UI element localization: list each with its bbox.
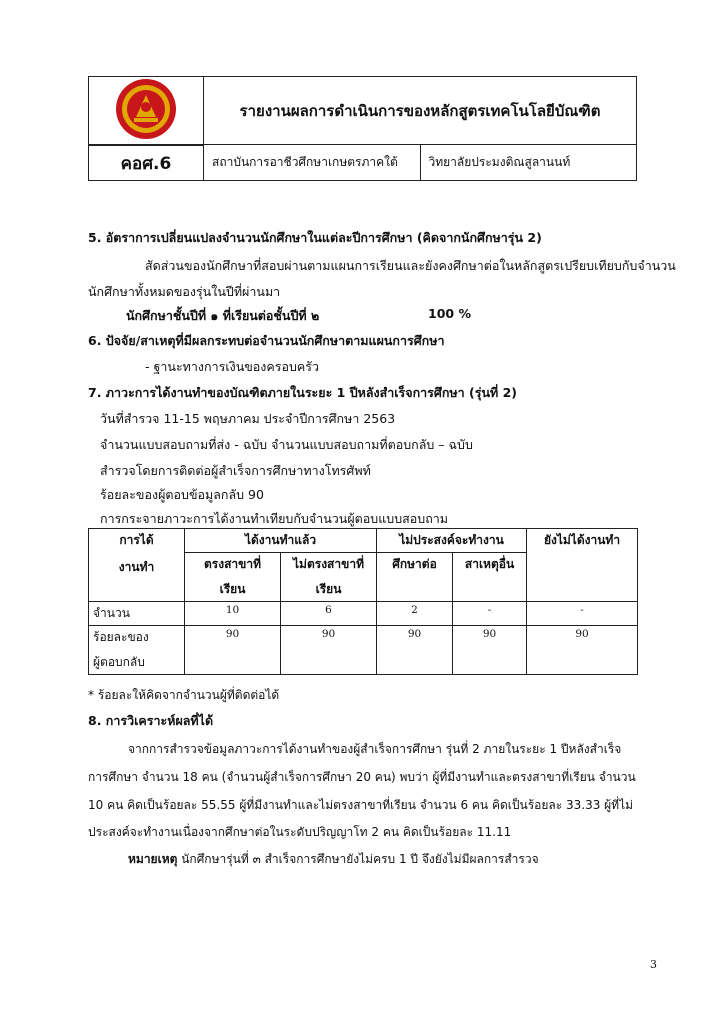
form-code: คอศ.6 <box>89 146 204 181</box>
table-row-count <box>89 602 638 626</box>
distribution-caption: การกระจายภาวะการได้งานทำเทียบกับจำนวนผู้ตอบแบบสอบถาม <box>100 511 449 526</box>
cell-count-other: - <box>453 602 527 626</box>
section5-rate-label: นักศึกษาชั้นปีที่ ๑ ที่เรียนต่อชั้นปีที่ ๒ <box>126 308 320 323</box>
cell-pct-other: 90 <box>453 626 527 675</box>
section8-note <box>128 850 539 869</box>
section5-heading: 5. อัตราการเปลี่ยนแปลงจำนวนนักศึกษาในแต่ละปีการศึกษา (คิดจากนักศึกษารุ่น 2) <box>88 230 542 245</box>
logo-cell <box>89 77 204 145</box>
subheader-further-study: ศึกษาต่อ <box>377 553 453 602</box>
cell-pct-nonmatching: 90 <box>281 626 377 675</box>
header-employment-line2: งานทำ <box>118 560 155 574</box>
note-label: หมายเหตุ <box>128 852 178 866</box>
cell-count-matching: 10 <box>185 602 281 626</box>
survey-method: สำรวจโดยการติดต่อผู้สำเร็จการศึกษาทางโทรศัพท์ <box>100 463 371 478</box>
document-header <box>88 76 637 181</box>
subheader-matching-field <box>185 553 281 602</box>
table-footnote: * ร้อยละให้คิดจากจำนวนผู้ที่ติดต่อได้ <box>88 688 280 702</box>
header-unemployed: ยังไม่ได้งานทำ <box>527 529 638 602</box>
row-label-count: จำนวน <box>89 602 185 626</box>
header-employment-line1: การได้ <box>119 533 154 547</box>
subheader-matching-line1: ตรงสาขาที่ <box>203 557 261 571</box>
college-name: วิทยาลัยประมงติณสูลานนท์ <box>420 145 637 181</box>
cell-count-study: 2 <box>377 602 453 626</box>
section6-heading: 6. ปัจจัย/สาเหตุที่มีผลกระทบต่อจำนวนนักศึกษาตามแผนการศึกษา <box>88 333 445 348</box>
note-text: นักศึกษารุ่นที่ ๓ สำเร็จการศึกษายังไม่ครบ 1 ปี จึงยังไม่มีผลการสำรวจ <box>177 852 539 866</box>
section8-line4: ประสงค์จะทำงานเนื่องจากศึกษาต่อในระดับปริญญาโท 2 คน คิดเป็นร้อยละ 11.11 <box>88 825 512 839</box>
page-number: 3 <box>650 958 657 971</box>
subheader-nonmatching-field <box>281 553 377 602</box>
table-row-percent <box>89 626 638 675</box>
report-title: รายงานผลการดำเนินการของหลักสูตรเทคโนโลยีบัณฑิต <box>204 77 637 145</box>
section8-line2: การศึกษา จำนวน 18 คน (จำนวนผู้สำเร็จการศึกษา 20 คน) พบว่า ผู้ที่มีงานทำและตรงสาขาที่เรียน จำนวน <box>88 770 636 784</box>
row-label-percent-line2: ผู้ตอบกลับ <box>93 655 145 669</box>
college-emblem-logo <box>114 77 178 141</box>
section5-rate-value: 100 % <box>428 306 471 321</box>
section8-line1: จากการสำรวจข้อมูลภาวะการได้งานทำของผู้สำเร็จการศึกษา รุ่นที่ 2 ภายในระยะ 1 ปีหลังสำเร็จ <box>128 742 622 756</box>
subheader-other-reason: สาเหตุอื่น <box>453 553 527 602</box>
response-rate: ร้อยละของผู้ตอบข้อมูลกลับ 90 <box>100 487 264 502</box>
section6-item: - ฐานะทางการเงินของครอบครัว <box>145 359 320 374</box>
section8-line3: 10 คน คิดเป็นร้อยละ 55.55 ผู้ที่มีงานทำและไม่ตรงสาขาที่เรียน จำนวน 6 คน คิดเป็นร้อยละ 33.33 ผู้ที่ไม่ <box>88 798 634 812</box>
subheader-nonmatching-line2: เรียน <box>315 582 342 596</box>
cell-pct-study: 90 <box>377 626 453 675</box>
header-employment <box>89 529 185 602</box>
row-label-percent <box>89 626 185 675</box>
institute-name: สถาบันการอาชีวศึกษาเกษตรภาคใต้ <box>204 145 421 181</box>
subheader-nonmatching-line1: ไม่ตรงสาขาที่ <box>293 557 364 571</box>
header-not-wanting-work: ไม่ประสงค์จะทำงาน <box>377 529 527 553</box>
cell-count-nonmatching: 6 <box>281 602 377 626</box>
row-label-percent-line1: ร้อยละของ <box>93 630 149 644</box>
header-employed: ได้งานทำแล้ว <box>185 529 377 553</box>
section5-paragraph-line2: นักศึกษาทั้งหมดของรุ่นในปีที่ผ่านมา <box>88 284 281 299</box>
section8-heading: 8. การวิเคราะห์ผลที่ได้ <box>88 713 214 728</box>
subheader-matching-line2: เรียน <box>219 582 246 596</box>
cell-count-unemployed: - <box>527 602 638 626</box>
survey-date: วันที่สำรวจ 11-15 พฤษภาคม ประจำปีการศึกษา 2563 <box>100 411 396 426</box>
employment-table <box>88 528 638 675</box>
section5-paragraph-line1: สัดส่วนของนักศึกษาที่สอบผ่านตามแผนการเรียนและยังคงศึกษาต่อในหลักสูตรเปรียบเทียบกับจำนวน <box>145 258 676 273</box>
cell-pct-matching: 90 <box>185 626 281 675</box>
cell-pct-unemployed: 90 <box>527 626 638 675</box>
section7-heading: 7. ภาวะการได้งานทำของบัณฑิตภายในระยะ 1 ปีหลังสำเร็จการศึกษา (รุ่นที่ 2) <box>88 385 517 400</box>
questionnaire-count: จำนวนแบบสอบถามที่ส่ง - ฉบับ จำนวนแบบสอบถามที่ตอบกลับ – ฉบับ <box>100 437 473 452</box>
